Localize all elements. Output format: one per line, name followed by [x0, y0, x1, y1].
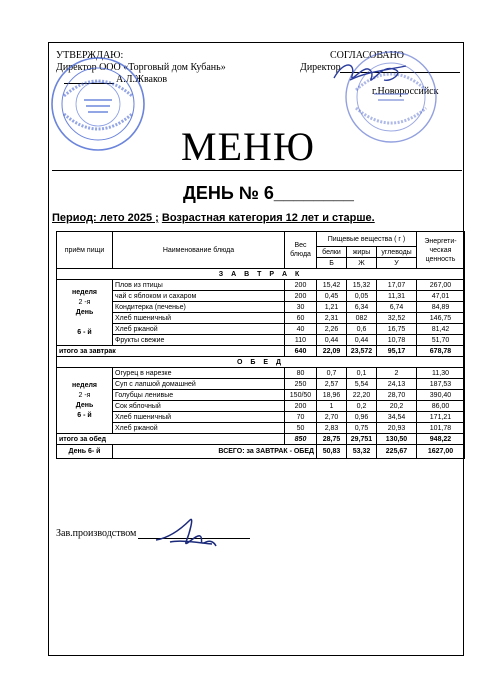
table-row	[57, 324, 465, 335]
dish-carbs: 20,93	[377, 423, 417, 434]
grand-total-day: День 6- й	[57, 445, 113, 459]
dish-energy: 267,00	[417, 280, 465, 291]
dish-protein: 2,31	[317, 313, 347, 324]
dish-protein: 15,42	[317, 280, 347, 291]
dish-weight: 70	[285, 412, 317, 423]
table-row	[57, 302, 465, 313]
dish-weight: 30	[285, 302, 317, 313]
dish-energy: 84,89	[417, 302, 465, 313]
breakfast-side-label: неделя 2 -я День 6 - й	[57, 280, 113, 346]
grand-total-protein: 50,83	[317, 445, 347, 459]
production-manager-label: Зав.производством	[56, 528, 137, 539]
header-energy: Энергети-ческая ценность	[417, 232, 465, 269]
table-row	[57, 280, 465, 291]
total-carbs: 130,50	[377, 434, 417, 445]
lunch-side-label: неделя 2 -я День 6 - й	[57, 368, 113, 434]
grand-total-energy: 1627,00	[417, 445, 465, 459]
total-fat: 29,751	[347, 434, 377, 445]
header-carbs: углеводы	[377, 247, 417, 258]
dish-carbs: 28,70	[377, 390, 417, 401]
dish-carbs: 6,74	[377, 302, 417, 313]
dish-carbs: 20,2	[377, 401, 417, 412]
agreed-director: Директор	[300, 62, 341, 73]
dish-protein: 2,26	[317, 324, 347, 335]
period-line	[52, 212, 375, 224]
dish-name: Хлеб пшеничный	[113, 412, 285, 423]
dish-carbs: 24,13	[377, 379, 417, 390]
period-season: Период: лето 2025 ;	[52, 212, 159, 224]
dish-weight: 110	[285, 335, 317, 346]
dish-fat: 5,54	[347, 379, 377, 390]
dish-weight: 200	[285, 291, 317, 302]
director-name: А.Л.Жваков	[116, 74, 168, 85]
menu-table	[56, 231, 465, 459]
city-label: г.Новороссийск	[372, 86, 439, 97]
dish-energy: 171,21	[417, 412, 465, 423]
total-label: итого за обед	[57, 434, 285, 445]
table-row	[57, 291, 465, 302]
period-age: Возрастная категория 12 лет и старше.	[161, 212, 375, 224]
total-energy: 948,22	[417, 434, 465, 445]
header-nutrients: Пищевые вещества ( г )	[317, 232, 417, 247]
table-row	[57, 335, 465, 346]
dish-protein: 18,96	[317, 390, 347, 401]
total-weight: 850	[285, 434, 317, 445]
grand-total-fat: 53,32	[347, 445, 377, 459]
dish-protein: 0,44	[317, 335, 347, 346]
dish-name: Суп с лапшой домашней	[113, 379, 285, 390]
dish-fat: 0,1	[347, 368, 377, 379]
dish-fat: 22,20	[347, 390, 377, 401]
dish-fat: 0,05	[347, 291, 377, 302]
dish-carbs: 34,54	[377, 412, 417, 423]
table-row	[57, 368, 465, 379]
grand-total-carbs: 225,67	[377, 445, 417, 459]
director-line: Директор ООО «Торговый дом Кубань»	[56, 62, 226, 73]
dish-name: Хлеб ржаной	[113, 423, 285, 434]
dish-fat: 0,44	[347, 335, 377, 346]
header-u: У	[377, 258, 417, 269]
dish-name: Фрукты свежие	[113, 335, 285, 346]
dish-name: Плов из птицы	[113, 280, 285, 291]
dish-protein: 2,83	[317, 423, 347, 434]
dish-carbs: 2	[377, 368, 417, 379]
header-zh: Ж	[347, 258, 377, 269]
day-label: ДЕНЬ № 6________	[183, 183, 354, 203]
dish-fat: 082	[347, 313, 377, 324]
header-weight: Вес блюда	[285, 232, 317, 269]
dish-fat: 0,75	[347, 423, 377, 434]
dish-weight: 50	[285, 423, 317, 434]
dish-energy: 11,30	[417, 368, 465, 379]
approve-label: УТВЕРЖДАЮ:	[56, 50, 124, 61]
dish-protein: 0,7	[317, 368, 347, 379]
dish-energy: 86,00	[417, 401, 465, 412]
lunch-section: О Б Е Д	[57, 357, 465, 368]
dish-fat: 6,34	[347, 302, 377, 313]
dish-weight: 80	[285, 368, 317, 379]
dish-energy: 146,75	[417, 313, 465, 324]
production-signature	[150, 512, 220, 552]
breakfast-section: З А В Т Р А К	[57, 269, 465, 280]
table-row	[57, 423, 465, 434]
dish-weight: 60	[285, 313, 317, 324]
dish-name: Огурец в нарезке	[113, 368, 285, 379]
dish-weight: 250	[285, 379, 317, 390]
dish-weight: 200	[285, 280, 317, 291]
grand-total-row	[57, 445, 465, 459]
breakfast-total-row	[57, 346, 465, 357]
header-protein: белки	[317, 247, 347, 258]
table-row	[57, 390, 465, 401]
dish-fat: 0,6	[347, 324, 377, 335]
dish-fat: 15,32	[347, 280, 377, 291]
dish-protein: 0,45	[317, 291, 347, 302]
dish-weight: 40	[285, 324, 317, 335]
header-fat: жиры	[347, 247, 377, 258]
dish-name: Кондитерка (печенье)	[113, 302, 285, 313]
total-fat: 23,572	[347, 346, 377, 357]
total-protein: 28,75	[317, 434, 347, 445]
title-rule	[52, 170, 462, 171]
table-row	[57, 401, 465, 412]
dish-energy: 390,40	[417, 390, 465, 401]
dish-energy: 51,70	[417, 335, 465, 346]
dish-weight: 200	[285, 401, 317, 412]
dish-name: чай с яблоком и сахаром	[113, 291, 285, 302]
header-meal: приём пищи	[57, 232, 113, 269]
table-row	[57, 313, 465, 324]
page-title: МЕНЮ	[181, 124, 315, 169]
total-weight: 640	[285, 346, 317, 357]
signature-right	[330, 56, 410, 90]
dish-protein: 2,70	[317, 412, 347, 423]
agreed-label: СОГЛАСОВАНО	[330, 50, 405, 61]
total-protein: 22,09	[317, 346, 347, 357]
dish-protein: 1,21	[317, 302, 347, 313]
dish-carbs: 11,31	[377, 291, 417, 302]
dish-name: Голубцы ленивые	[113, 390, 285, 401]
dish-carbs: 16,75	[377, 324, 417, 335]
header-dish: Наименование блюда	[113, 232, 285, 269]
dish-carbs: 32,52	[377, 313, 417, 324]
dish-fat: 0,96	[347, 412, 377, 423]
dish-carbs: 17,07	[377, 280, 417, 291]
dish-protein: 2,57	[317, 379, 347, 390]
table-row	[57, 412, 465, 423]
dish-protein: 1	[317, 401, 347, 412]
lunch-total-row	[57, 434, 465, 445]
total-energy: 678,78	[417, 346, 465, 357]
dish-name: Хлеб пшеничный	[113, 313, 285, 324]
dish-carbs: 10,78	[377, 335, 417, 346]
total-label: итого за завтрак	[57, 346, 285, 357]
dish-energy: 81,42	[417, 324, 465, 335]
dish-energy: 47,01	[417, 291, 465, 302]
dish-name: Сок яблочный	[113, 401, 285, 412]
grand-total-label: ВСЕГО: за ЗАВТРАК - ОБЕД	[113, 445, 317, 459]
dish-name: Хлеб ржаной	[113, 324, 285, 335]
dish-fat: 0,2	[347, 401, 377, 412]
dish-energy: 187,53	[417, 379, 465, 390]
header-b: Б	[317, 258, 347, 269]
dish-energy: 101,78	[417, 423, 465, 434]
total-carbs: 95,17	[377, 346, 417, 357]
dish-weight: 150/50	[285, 390, 317, 401]
table-row	[57, 379, 465, 390]
